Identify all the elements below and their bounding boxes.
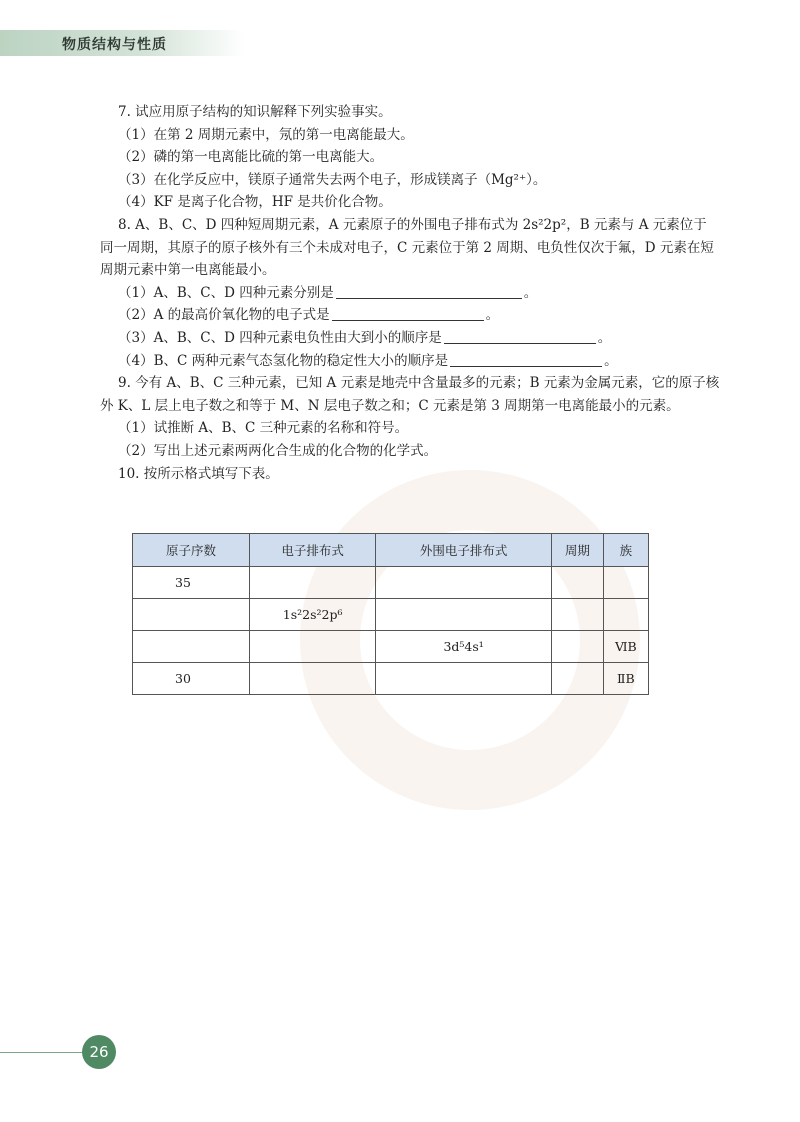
table-row — [133, 599, 649, 631]
table-cell — [250, 567, 376, 599]
q9-stem: 9. 今有 A、B、C 三种元素，已知 A 元素是地壳中含量最多的元素；B 元素为金属元素，它的原子核外 K、L 层上电子数之和等于 M、N 层电子数之和；C 元素是第 3 周期第一电离能最小的元素。 — [100, 375, 720, 414]
end-mark: 。 — [523, 284, 538, 301]
q8-item-4-text: （4）B、C 两种元素气态氢化物的稳定性大小的顺序是 — [118, 352, 449, 369]
table-cell: 30 — [133, 663, 250, 695]
answer-blank[interactable] — [450, 352, 602, 367]
table-cell — [376, 599, 552, 631]
header-group: 族 — [603, 534, 648, 567]
exercise-content — [100, 101, 720, 485]
table-cell — [250, 631, 376, 663]
q8-item-1 — [100, 282, 720, 305]
q8-item-4 — [100, 350, 720, 373]
table-cell — [603, 599, 648, 631]
q7-stem: 7. 试应用原子结构的知识解释下列实验事实。 — [118, 104, 392, 120]
table-cell — [552, 599, 604, 631]
table-cell — [133, 631, 250, 663]
page-number: 26 — [82, 1035, 116, 1069]
q10-stem: 10. 按所示格式填写下表。 — [118, 465, 279, 482]
table-cell — [552, 631, 604, 663]
q9-item-1: （1）试推断 A、B、C 三种元素的名称和符号。 — [118, 420, 409, 437]
q8-item-1-text: （1）A、B、C、D 四种元素分别是 — [118, 284, 334, 301]
table-cell: 3d⁵4s¹ — [376, 631, 552, 663]
end-mark: 。 — [597, 329, 612, 346]
end-mark: 。 — [485, 307, 500, 324]
header-electron-config: 电子排布式 — [250, 534, 376, 567]
q8-item-3 — [100, 327, 720, 350]
q8-item-2 — [100, 304, 720, 327]
table-cell: 35 — [133, 567, 250, 599]
q8-item-3-text: （3）A、B、C、D 四种元素电负性由大到小的顺序是 — [118, 329, 442, 346]
table-cell: ⅥB — [603, 631, 648, 663]
table-row — [133, 567, 649, 599]
table-cell — [133, 599, 250, 631]
q7-item-2: （2）磷的第一电离能比硫的第一电离能大。 — [118, 149, 384, 166]
q8-item-2-text: （2）A 的最高价氧化物的电子式是 — [118, 307, 330, 324]
q7-item-4: （4）KF 是离子化合物，HF 是共价化合物。 — [118, 194, 392, 211]
header-period: 周期 — [552, 534, 604, 567]
q8-stem: 8. A、B、C、D 四种短周期元素，A 元素原子的外围电子排布式为 2s²2p²，B 元素与 A 元素位于同一周期，其原子的原子核外有三个未成对电子，C 元素位于第 2 周期、电负性仅次于氟，D 元素在短周期元素中第一电离能最小。 — [100, 216, 714, 279]
table-cell: ⅡB — [603, 663, 648, 695]
answer-blank[interactable] — [336, 284, 522, 299]
answer-blank[interactable] — [444, 329, 596, 344]
table-row — [133, 663, 649, 695]
table-cell — [376, 663, 552, 695]
q7-item-1: （1）在第 2 周期元素中，氖的第一电离能最大。 — [118, 126, 414, 143]
element-table — [132, 533, 649, 695]
table-cell — [552, 663, 604, 695]
table-cell — [603, 567, 648, 599]
table-header-row — [133, 534, 649, 567]
q7-item-3: （3）在化学反应中，镁原子通常失去两个电子，形成镁离子（Mg²⁺）。 — [118, 171, 547, 188]
table-row — [133, 631, 649, 663]
header-atomic-number: 原子序数 — [133, 534, 250, 567]
footer-rule — [0, 1052, 82, 1053]
table-cell — [376, 567, 552, 599]
table-cell: 1s²2s²2p⁶ — [250, 599, 376, 631]
running-header: 物质结构与性质 — [62, 37, 167, 53]
answer-blank[interactable] — [332, 306, 484, 321]
table-cell — [250, 663, 376, 695]
header-valence-config: 外围电子排布式 — [376, 534, 552, 567]
end-mark: 。 — [604, 352, 618, 369]
table-cell — [552, 567, 604, 599]
q9-item-2: （2）写出上述元素两两化合生成的化合物的化学式。 — [118, 442, 438, 459]
